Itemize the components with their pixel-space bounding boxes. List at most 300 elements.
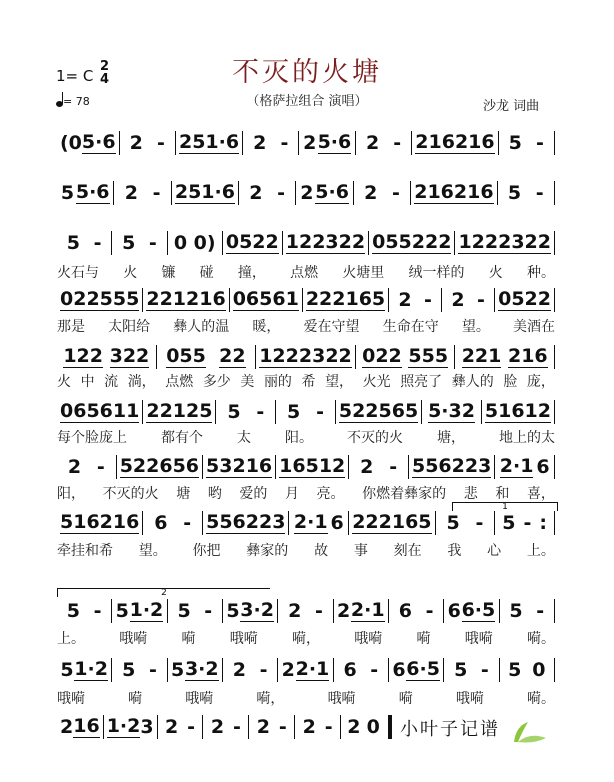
barline [388,715,392,739]
lyric-word: 悲 [463,486,478,502]
measure [57,132,119,154]
lyric-word: 嗬， [292,631,320,647]
lyric-word: 月 [284,486,299,502]
lyric-word: 碰 [199,265,214,281]
note-group: 2 [253,132,267,154]
lyric-word: 火石与 [57,265,99,281]
note-group: 12 [524,400,551,422]
note-group: 2 [302,716,316,738]
note-group: 5 [60,659,74,681]
lyric-word: 望。 [138,543,167,559]
lyric-word: 丽的 [263,374,292,390]
note-group: 6 [154,512,168,534]
leaf-logo-icon [512,722,548,744]
note-group: - [187,716,196,738]
note-group: 2·1 [350,599,385,621]
lyric-word: 美 [240,374,255,390]
note-group: 1222 [259,345,313,367]
measure [112,232,166,254]
note-group: 5 [122,232,136,254]
lyric-word: 哦嗬 [455,691,484,707]
note-group: 5 [66,232,81,254]
lyric-word: 亮。 [316,486,345,502]
barline [554,288,555,312]
note-group: 5 [177,600,191,622]
barline [554,231,555,255]
notation-row [57,658,555,682]
lyric-word: 嗬 [416,631,431,647]
measure [143,289,228,311]
note-group: 2 [249,182,263,204]
lyric-word: 火光 [362,374,391,390]
note-group: - [393,132,402,154]
measure [203,716,248,738]
measure [303,289,388,311]
measure [389,289,441,311]
lyric-word: 彝人的 [451,374,494,390]
measure [230,289,302,311]
measure [239,182,295,204]
lyric-word: 彝人的温 [173,319,230,335]
volta-second: 2 [57,588,270,597]
measure [283,232,368,254]
lyric-word: 点燃 [165,374,194,390]
note-group: 216 [415,131,455,153]
note-group: 556 [206,511,246,533]
note-group: - [157,132,165,154]
lyrics-line [57,628,555,648]
key-signature: 1= C [56,67,94,85]
lyric-word: 火 [123,265,138,281]
note-group: 25 [186,400,213,422]
measure [176,132,242,154]
note-group: 216 [414,181,454,203]
measure [422,401,481,423]
note-group: 6 [536,456,550,478]
lyric-word: 镰 [161,265,176,281]
measure [249,716,294,738]
lyric-word: 哦嗬 [464,631,493,647]
note-group: 565 [378,400,419,422]
lyrics-line [57,371,555,391]
measure [495,512,554,534]
note-group: 05 [225,231,253,253]
lyric-word: 爱的 [239,486,268,502]
lyric-word: 牵挂和希 [57,543,113,559]
measure [334,600,388,622]
barline [554,511,555,535]
lyric-word: 上。 [526,543,555,559]
note-group: 6 [343,659,357,681]
notation-row [57,288,555,312]
note-group: 5 [226,600,240,622]
note-group: 322 [312,345,352,367]
lyric-word: 望。 [461,319,490,335]
measure [389,659,443,681]
note-group: - [256,401,265,423]
note-group: 2 [210,716,225,738]
lyric-word: 阳。 [285,430,313,446]
lyric-word: 点燃 [290,265,319,281]
note-group: 2·1 [499,455,534,477]
note-group: : [539,512,548,534]
note-group: 322 [325,231,366,253]
measure [336,401,421,423]
barline [554,345,555,369]
note-group: 5 [507,182,522,204]
note-group: - [536,132,544,154]
measure [143,512,202,534]
measure [495,456,554,478]
note-group: 522 [338,400,379,422]
lyric-word: 刻在 [393,543,422,559]
measure [172,182,238,204]
lyric-word: 绒一样的 [408,265,465,281]
measure [349,512,434,534]
note-group: 2 [451,289,465,311]
note-group: 216 [507,345,548,367]
lyric-word: 和 [495,486,510,502]
note-group: 223 [451,455,492,477]
note-group: 522 [119,455,160,477]
note-group: 2 [281,659,295,681]
measure [168,659,222,681]
note-group: 2·1 [295,658,330,680]
note-group: - [392,182,400,204]
lyric-word: 爱在守望 [303,319,360,335]
lyric-word: 火 [488,265,503,281]
note-group: 0) [193,232,216,254]
note-group: 2 [398,289,412,311]
notation-row [57,599,555,623]
lyric-word: 不灭的火 [347,430,403,446]
measure [389,600,443,622]
note-group: 5 [509,600,523,622]
note-group: 1222 [458,231,512,253]
note-group: 611 [99,400,140,422]
measure [289,512,348,534]
note-group: 222 [305,288,346,310]
note-group: 065 [60,400,100,422]
lyrics-line [57,483,555,503]
notation-row [57,715,392,739]
measure [296,182,352,204]
lyric-word: 故 [314,543,329,559]
singer-credit: （格萨拉组合 演唱） [246,94,368,109]
note-group: - [316,401,324,423]
note-group: - [324,716,333,738]
lyric-word: 希 [301,374,316,390]
note-group: 22 [352,511,379,533]
measure [203,512,288,534]
lyric-word: 彝家的 [246,543,289,559]
lyric-word: 哦嗬 [229,631,258,647]
lyric-word: 嗬 [398,691,413,707]
note-group: 22 [219,345,246,367]
lyric-word: 地上的太 [499,430,555,446]
lyric-word: 撞， [237,265,266,281]
note-group: 065 [232,288,273,310]
measure [495,289,554,311]
lyric-word: 你把 [192,543,221,559]
note-group: 5 [115,600,129,622]
note-group: - [204,600,213,622]
note-group: - [280,132,289,154]
measure [500,659,554,681]
note-group: 216 [454,131,495,153]
measure [168,600,222,622]
note-group: 5 [60,182,75,204]
lyric-word: 你燃着彝家的 [362,486,447,502]
measure [57,716,103,738]
measure [114,182,170,204]
lyric-word: 暖， [252,319,281,335]
note-group: 3 [140,716,154,738]
measure [455,232,554,254]
note-group: 221 [461,345,502,367]
lyric-word: 太阳给 [108,319,151,335]
measure [57,346,156,368]
note-group: 122 [285,231,326,253]
note-group: 5·6 [315,181,349,203]
note-group: 6·5 [461,599,496,621]
measure [256,346,355,368]
measure [500,600,554,622]
lyric-word: 嗬 [128,691,143,707]
note-group: - [259,659,268,681]
measure [356,346,455,368]
measure [278,659,332,681]
note-group: 5·6 [75,181,110,203]
time-signature [100,60,109,86]
note-group: 022 [60,288,100,310]
note-group: 322 [511,231,551,253]
note-group: 2 [124,182,138,204]
lyric-word: 那是 [57,319,85,335]
measure [341,716,386,738]
measure [455,346,554,368]
note-group: 6 [330,512,344,534]
note-group: 0 [532,659,546,681]
note-group: 2 [300,182,314,204]
note-group: - [535,182,544,204]
note-group: 656 [159,455,200,477]
measure [482,401,554,423]
note-group: 223 [245,511,286,533]
note-group: 5 [454,659,468,681]
note-group: 16 [245,455,273,477]
author-credit: 沙龙 词曲 [483,99,540,114]
lyrics-line [57,427,555,447]
note-group: 5 [508,132,522,154]
note-group: 2 [256,716,271,738]
note-group: 221 [146,288,187,310]
note-group: - [314,600,323,622]
notation-row [57,131,555,155]
barline [554,658,555,682]
note-group: - [96,456,105,478]
measure [57,600,111,622]
note-group: 322 [109,345,150,367]
measure [143,401,215,423]
measure [299,132,354,154]
note-group: 516 [484,400,525,422]
note-group: 216 [186,288,226,310]
note-group: 61 [272,288,299,310]
lyric-word: 照亮了 [400,374,443,390]
lyric-word: 哦嗬 [185,691,214,707]
note-group: 221 [146,400,187,422]
lyric-word: 太 [237,430,251,446]
measure [112,600,166,622]
note-group: 2 [336,600,351,622]
measure [223,232,282,254]
lyrics-line [57,316,555,336]
lyric-word: 淌， [127,374,156,390]
lyric-word: 火 [57,374,71,390]
measure [57,401,142,423]
note-group: 5·32 [428,400,475,422]
watermark: 小叶子记谱 [400,719,500,740]
measure [334,659,388,681]
notation-row [57,231,555,255]
note-group: 5·6 [81,131,116,153]
notation-row [57,345,555,369]
note-group: 6 [398,600,412,622]
lyrics-line [57,540,555,560]
lyric-word: 望， [325,374,354,390]
note-group: 055 [166,345,206,367]
note-group: 5 [508,659,522,681]
lyric-word: 种。 [526,265,555,281]
measure [158,716,203,738]
measure [499,132,554,154]
measure [168,232,222,254]
note-group: 5 [122,659,136,681]
measure [436,512,495,534]
measure [409,456,494,478]
note-group: 516 [60,511,100,533]
note-group: - [523,512,532,534]
note-group: - [370,659,379,681]
note-group: - [152,182,161,204]
lyric-word: 多少 [202,374,231,390]
lyric-word: 哦嗬 [57,691,85,707]
note-group: 22 [252,231,279,253]
note-group: 2 [360,456,374,478]
note-group: - [425,600,434,622]
lyric-word: 流 [104,374,119,390]
measure [276,456,348,478]
note-group: 5 [171,659,185,681]
note-group: - [480,659,489,681]
measure [57,512,142,534]
note-group: 2 [347,716,361,738]
lyric-word: 上。 [57,631,85,647]
notation-row [57,511,555,535]
measure [57,456,116,478]
measure [223,600,277,622]
note-group: 5 [66,600,81,622]
measure [112,659,166,681]
note-group: 165 [345,288,386,310]
measure [276,401,335,423]
measure [57,289,142,311]
quarter-note-icon [56,101,63,107]
barline [554,131,555,155]
lyric-word: 嗬。 [526,691,555,707]
note-group: 2 [232,659,247,681]
note-group: 532 [206,455,246,477]
notation-row [57,181,555,205]
note-group: - [389,456,398,478]
note-group: 216 [99,511,140,533]
note-group: 165 [279,455,319,477]
tempo-value: = 78 [63,95,90,108]
lyric-word: 塘， [437,430,465,446]
note-group: 5 [446,512,460,534]
note-group: 1·2 [106,715,141,737]
note-group: 2 [288,600,302,622]
lyric-word: 哦嗬 [327,691,356,707]
lyric-word: 心 [487,543,502,559]
note-group: 5 [502,512,516,534]
note-group: 1·2 [129,599,164,621]
lyric-word: 火塘里 [342,265,385,281]
lyric-word: 哦嗬 [119,631,148,647]
measure [157,346,256,368]
lyric-word: 都有个 [161,430,203,446]
note-group: 16 [73,715,100,737]
note-group: 2 [60,716,74,738]
note-group: 6·5 [406,658,440,680]
measure [120,132,175,154]
note-group: 2 [67,456,82,478]
lyrics-line [57,688,555,708]
measure [223,659,277,681]
lyric-word: 哟 [207,486,222,502]
lyric-word: 嗬， [256,691,285,707]
lyric-word: 每个脸庞上 [57,430,127,446]
note-group: 3·2 [184,658,219,680]
note-group: - [148,232,157,254]
note-group: 1·2 [74,658,108,680]
time-bottom: 4 [100,72,110,87]
song-title: 不灭的火塘 [232,57,382,88]
note-group: 2165 [378,511,432,533]
note-group: 05 [498,288,525,310]
measure [57,232,111,254]
measure [295,716,340,738]
measure [412,132,497,154]
lyric-word: 嗬。 [527,631,555,647]
barline [554,599,555,623]
time-top: 2 [100,59,110,74]
note-group: 2 [129,132,143,154]
note-group: 0 [173,232,188,254]
note-group: 25 [178,131,206,153]
measure [216,401,275,423]
lyric-word: 我 [447,543,462,559]
note-group: - [93,600,102,622]
measure [442,289,494,311]
note-group: 5 [287,401,301,423]
note-group: - [475,512,484,534]
measure [349,456,408,478]
note-group: 2 [365,132,380,154]
note-group: 6 [392,659,406,681]
note-group: 5·6 [317,131,352,153]
